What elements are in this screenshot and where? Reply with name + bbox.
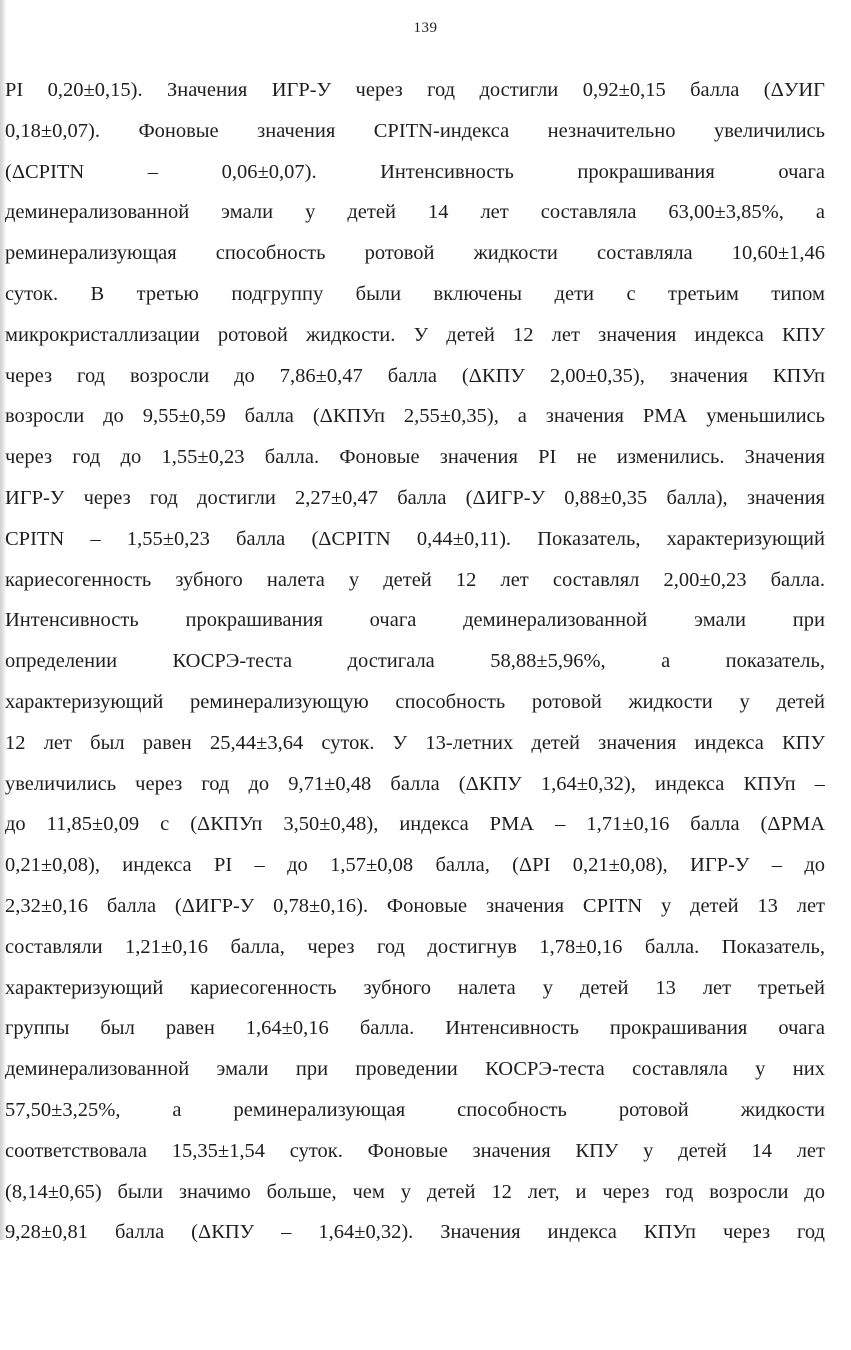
page-number: 139	[413, 20, 438, 36]
text-line: составляли 1,21±0,16 балла, через год достигнув 1,78±0,16 балла. Показатель,	[5, 935, 825, 958]
text-line: 0,21±0,08), индекса PI – до 1,57±0,08 балла, (ΔPI 0,21±0,08), ИГР-У – до	[5, 854, 825, 877]
text-line: деминерализованной эмали при проведении КОСРЭ-теста составляла у них	[5, 1058, 825, 1081]
text-line: через год возросли до 7,86±0,47 балла (ΔКПУ 2,00±0,35), значения КПУп	[5, 364, 825, 387]
text-line: Интенсивность прокрашивания очага деминерализованной эмали при	[5, 609, 825, 632]
text-line: до 11,85±0,09 с (ΔКПУп 3,50±0,48), индекса РМА – 1,71±0,16 балла (ΔРМА	[5, 813, 825, 836]
text-line: увеличились через год до 9,71±0,48 балла (ΔКПУ 1,64±0,32), индекса КПУп –	[5, 772, 825, 795]
text-line: PI 0,20±0,15). Значения ИГР-У через год достигли 0,92±0,15 балла (ΔУИГ	[5, 79, 825, 101]
text-line: 57,50±3,25%, а реминерализующая способность ротовой жидкости	[5, 1098, 825, 1121]
text-line: 9,28±0,81 балла (ΔКПУ – 1,64±0,32). Значения индекса КПУп через год	[5, 1221, 825, 1244]
text-line: группы был равен 1,64±0,16 балла. Интенсивность прокрашивания очага	[5, 1017, 825, 1040]
text-line: микрокристаллизации ротовой жидкости. У детей 12 лет значения индекса КПУ	[5, 323, 825, 346]
text-line: (8,14±0,65) были значимо больше, чем у детей 12 лет, и через год возросли до	[5, 1180, 825, 1203]
text-line: характеризующий реминерализующую способность ротовой жидкости у детей	[5, 690, 825, 713]
text-line: ИГР-У через год достигли 2,27±0,47 балла (ΔИГР-У 0,88±0,35 балла), значения	[5, 486, 825, 509]
text-line: CPITN – 1,55±0,23 балла (ΔCPITN 0,44±0,11). Показатель, характеризующий	[5, 527, 825, 550]
text-line: (ΔCPITN – 0,06±0,07). Интенсивность прокрашивания очага	[5, 160, 825, 183]
text-line: 12 лет был равен 25,44±3,64 суток. У 13-летних детей значения индекса КПУ	[5, 731, 825, 754]
text-line: определении КОСРЭ-теста достигала 58,88±5,96%, а показатель,	[5, 650, 825, 673]
text-line: через год до 1,55±0,23 балла. Фоновые значения PI не изменились. Значения	[5, 446, 825, 469]
body-text	[5, 70, 825, 1253]
text-line: 0,18±0,07). Фоновые значения CPITN-индекса незначительно увеличились	[5, 119, 825, 142]
text-line: деминерализованной эмали у детей 14 лет составляла 63,00±3,85%, а	[5, 201, 825, 224]
text-line: соответствовала 15,35±1,54 суток. Фоновые значения КПУ у детей 14 лет	[5, 1139, 825, 1162]
text-line: характеризующий кариесогенность зубного налета у детей 13 лет третьей	[5, 976, 825, 999]
text-line: возросли до 9,55±0,59 балла (ΔКПУп 2,55±0,35), а значения РМА уменьшились	[5, 405, 825, 428]
text-line: кариесогенность зубного налета у детей 12 лет составлял 2,00±0,23 балла.	[5, 568, 825, 591]
text-line: суток. В третью подгруппу были включены дети с третьим типом	[5, 282, 825, 305]
text-line: реминерализующая способность ротовой жидкости составляла 10,60±1,46	[5, 242, 825, 265]
text-line: 2,32±0,16 балла (ΔИГР-У 0,78±0,16). Фоновые значения CPITN у детей 13 лет	[5, 894, 825, 917]
